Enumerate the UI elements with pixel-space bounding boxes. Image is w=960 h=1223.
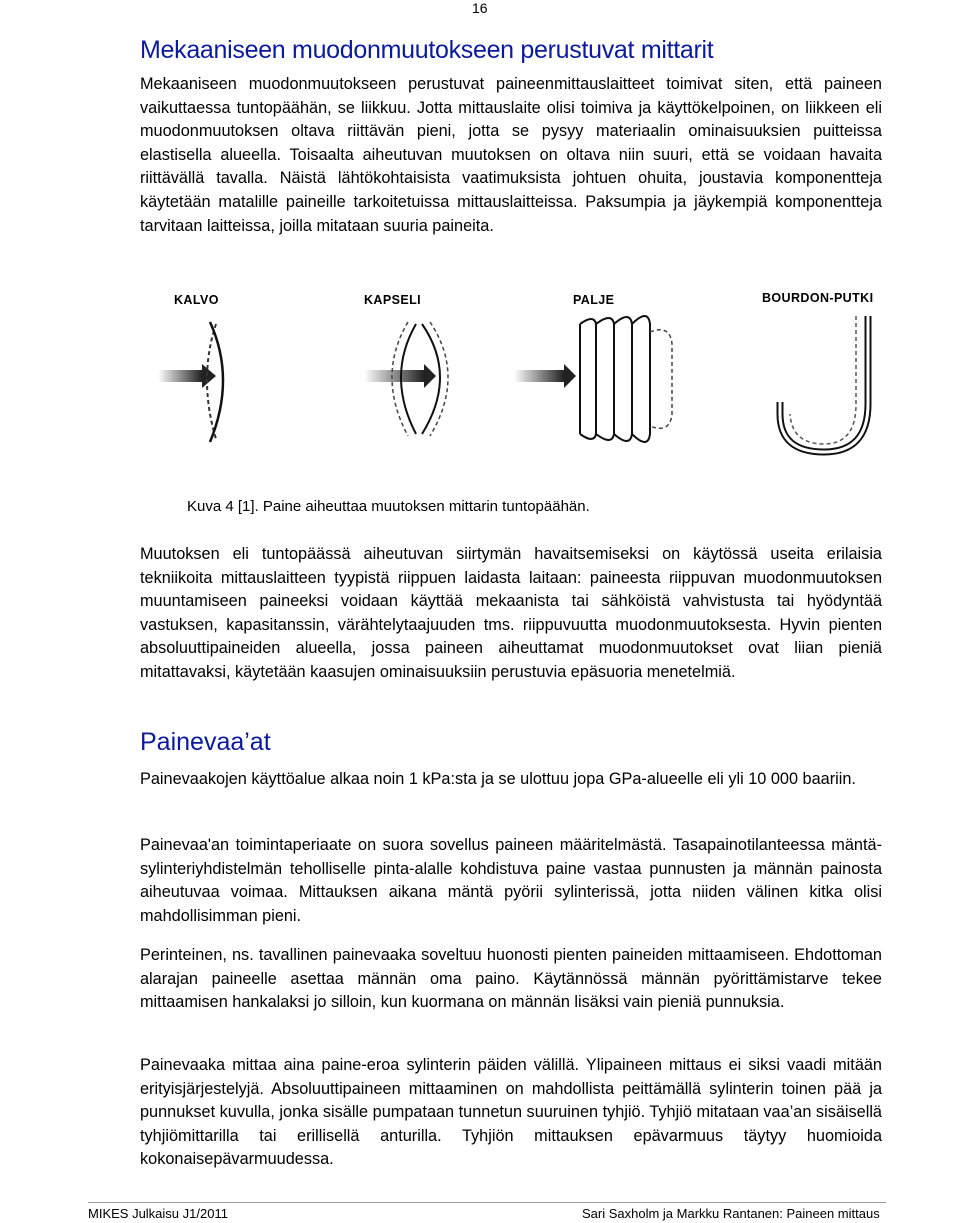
footer-publication: MIKES Julkaisu J1/2011 [88, 1206, 228, 1221]
paragraph-principle: Painevaa'an toimintaperiaate on suora sovellus paineen määritelmästä. Tasapainotilanteessa mäntä-sylinteriyhdistelmän teholliselle pinta-alalle kohdistuva paine vastaa punnusten ja männän painosta aiheutuvaa voimaa. Mittauksen aikana mäntä pyörii sylinterissä, jotta niiden välinen kitka olisi mahdollisimman pieni. [140, 836, 882, 925]
figure-label-kapseli: KAPSELI [364, 293, 421, 307]
paragraph-detection-techniques: Muutoksen eli tuntopäässä aiheutuvan siirtymän havaitsemiseksi on käytössä useita erilaisia tekniikoita mittauslaitteen tyypistä riippuen laidasta laitaan: paineesta riippuvan muodonmuutoksen muuntamiseen paineeksi voidaan käyttää mekaanista tai sähköistä vahvistusta tai hyödyntää vastuksen, kapasitanssin, värähtelytaajuuden tms. riippuvuutta muodonmuutoksesta. Hyvin pienten absoluuttipaineiden alueella, jossa paineen aiheuttamat muodonmuutokset ovat liian pieniä mitattavaksi, käytetään kaasujen ominaisuuksiin perustuvia epäsuoria menetelmiä. [140, 545, 882, 681]
paragraph-range: Painevaakojen käyttöalue alkaa noin 1 kPa:sta ja se ulottuu jopa GPa-alueelle eli yli 10 000 baariin. [140, 770, 856, 788]
footer-authors: Sari Saxholm ja Markku Rantanen: Paineen mittaus [582, 1206, 880, 1221]
figure-label-kalvo: KALVO [174, 293, 219, 307]
paragraph-traditional-balance: Perinteinen, ns. tavallinen painevaaka soveltuu huonosti pienten paineiden mittaamiseen. Ehdottoman alarajan paineelle asettaa männän oma paino. Käytännössä männän pyörittämistarve tekee mittaamisen hankalaksi jo silloin, kun kuormana on männän lisäksi vain pieniä punnuksia. [140, 946, 882, 1012]
paragraph-intro: Mekaaniseen muodonmuutokseen perustuvat paineenmittauslaitteet toimivat siten, että paineen vaikuttaessa tuntopäähän, se liikkuu. Jotta mittauslaite olisi toimiva ja käyttökelpoinen, on liikkeen eli muodonmuutoksen oltava riittävän pieni, jotta se pysyy materiaalin ominaisuuksien puitteissa elastisella alueella. Toisaalta aiheutuvan muutoksen on oltava niin suuri, että se voidaan havaita riittävällä tavalla. Näistä lähtökohtaisista vaatimuksista johtuen ohuita, joustavia komponentteja käytetään matalille paineille tarkoitetuissa mittauslaitteissa. Paksumpia ja jäykempiä komponentteja tarvitaan laitteissa, joilla mitataan suuria paineita. [140, 75, 882, 235]
bellows-diagram [514, 316, 672, 442]
section-heading-painevaaat: Painevaa’at [140, 728, 271, 756]
bourdon-tube-diagram [780, 316, 868, 452]
paragraph-absolute-pressure: Painevaaka mittaa aina paine-eroa sylinterin päiden välillä. Ylipaineen mittaus ei siksi vaadi mitään erityisjärjestelyjä. Absoluuttipaineen mittaaminen on mahdollista peittämällä sylinterin toinen pää ja punnukset kuvulla, jonka sisälle pumpataan tunnetun suuruinen tyhjiö. Tyhjiö mitataan vaa’an sisäisellä tyhjiömittarilla tai erillisellä anturilla. Tyhjiön mittauksen epävarmuus täytyy huomioida kokonaisepävarmuudessa. [140, 1056, 882, 1169]
figure-drawing [140, 284, 900, 484]
figure-label-palje: PALJE [573, 293, 615, 307]
pressure-arrowhead [202, 364, 216, 388]
section-heading: Mekaaniseen muodonmuutokseen perustuvat mittarit [140, 36, 714, 64]
figure-label-bourdon-putki: BOURDON-PUTKI [762, 291, 874, 305]
pressure-arrow [158, 370, 202, 382]
footer-rule [88, 1202, 886, 1203]
figure-caption: Kuva 4 [1]. Paine aiheuttaa muutoksen mittarin tuntopäähän. [187, 498, 590, 515]
capsule-diagram [364, 322, 448, 436]
figure-pressure-elements [140, 284, 900, 484]
page-number: 16 [472, 0, 488, 16]
diaphragm-diagram [158, 322, 223, 442]
